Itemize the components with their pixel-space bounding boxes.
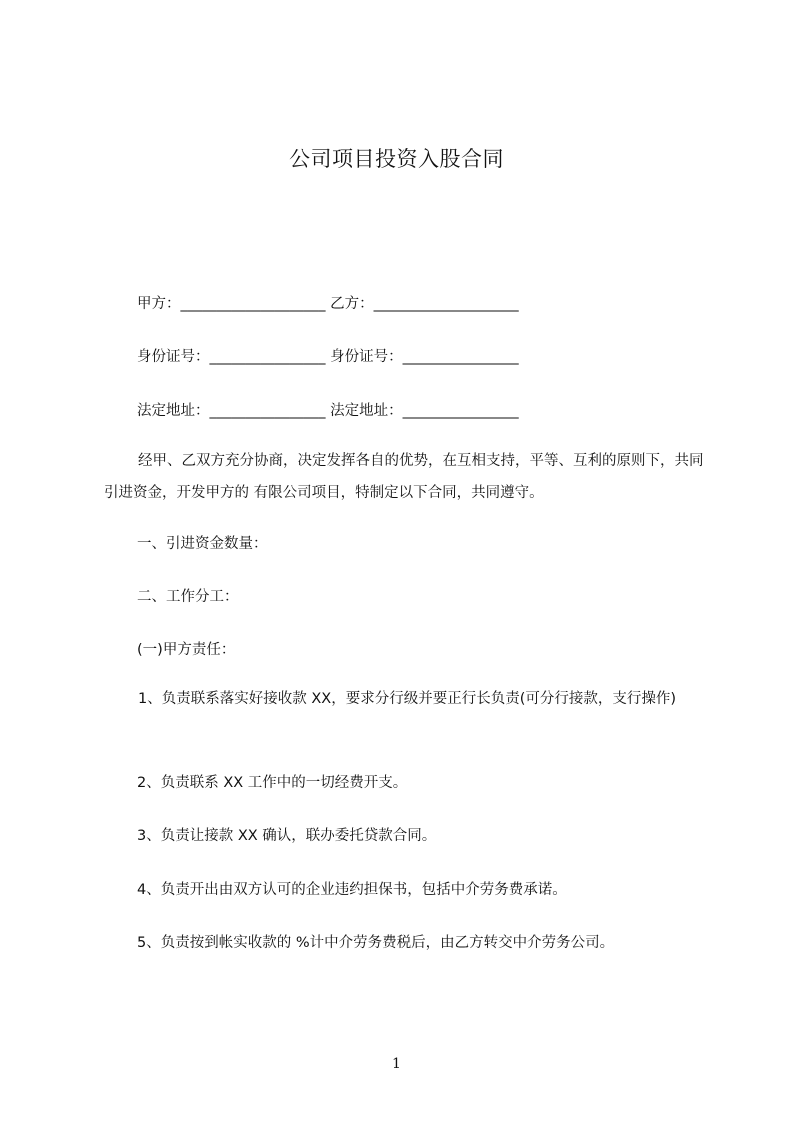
list-item: 2、负责联系 XX 工作中的一切经费开支。 (137, 775, 408, 791)
document-title: 公司项目投资入股合同 (289, 147, 504, 171)
subsection-heading: (一)甲方责任： (137, 642, 236, 658)
intro-paragraph: 经甲、乙双方充分协商，决定发挥各自的优势，在互相支持，平等、互利的原则下，共同引进资金，开发甲方的 有限公司项目，特制定以下合同，共同遵守。 (104, 453, 704, 501)
list-item: 1、负责联系落实好接收款 XX，要求分行级并要正行长负责(可分行接款，支行操作) (138, 691, 677, 707)
party-address-row: 法定地址：________________ 法定地址：________________ (137, 403, 519, 419)
section-heading-2: 二、工作分工： (137, 589, 239, 605)
party-id-row: 身份证号：________________ 身份证号：________________ (137, 349, 519, 365)
list-item: 3、负责让接款 XX 确认，联办委托贷款合同。 (137, 828, 437, 844)
page-number: 1 (392, 1056, 401, 1072)
list-item: 5、负责按到帐实收款的 %计中介劳务费税后，由乙方转交中介劳务公司。 (137, 935, 615, 951)
list-item: 4、负责开出由双方认可的企业违约担保书，包括中介劳务费承诺。 (137, 882, 567, 898)
party-name-row: 甲方：____________________ 乙方：____________________ (137, 296, 519, 312)
section-heading-1: 一、引进资金数量： (137, 536, 268, 552)
